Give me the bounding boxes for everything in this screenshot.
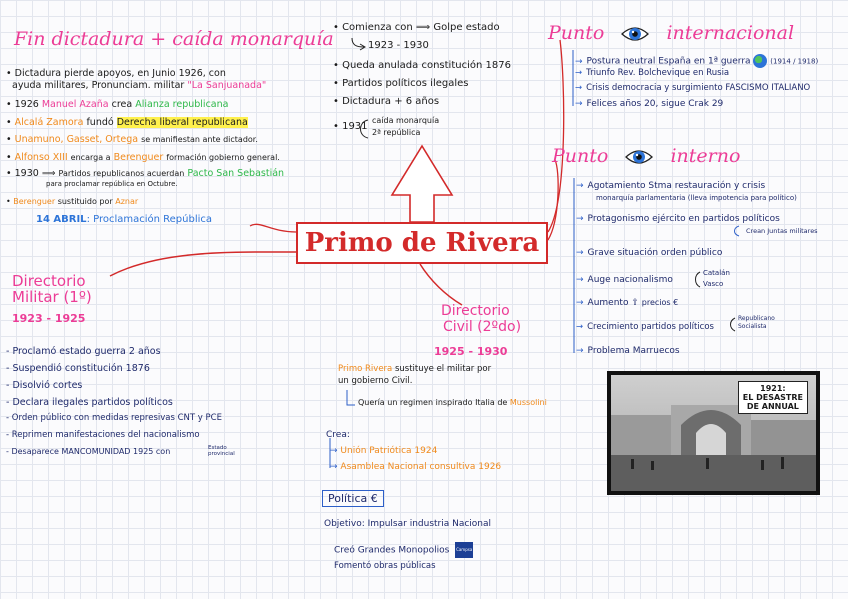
internal-item-2: → Protagonismo ejército en partidos políticos	[576, 214, 780, 224]
civil-p2: Quería un regimen inspirado Italia de Mussolini	[358, 398, 547, 407]
civil-p1c: un gobierno Civil.	[338, 376, 413, 386]
fin-line-7: • Berenguer sustituido por Aznar	[6, 197, 139, 206]
fin-line-6: • 1930 ⟹ Partidos republicanos acuerdan Pacto San Sebastián	[6, 168, 285, 179]
militar-item-1: - Proclamó estado guerra 2 años	[6, 346, 161, 357]
fin-dictadura-title: Fin dictadura + caída monarquía	[14, 28, 334, 50]
central-topic: Primo de Rivera	[296, 222, 548, 264]
fin-line-8: 14 ABRIL: Proclamación República	[36, 214, 213, 225]
eye-icon	[624, 147, 654, 167]
intl-item-1: → Postura neutral España en 1ª guerra (1914 / 1918)	[575, 54, 818, 68]
civil-objetivo: Objetivo: Impulsar industria Nacional	[324, 519, 492, 529]
fin-line-1b: ayuda militares, Pronunciam. militar "La Sanjuanada"	[12, 80, 267, 91]
top-line-5: • Dictadura + 6 años	[333, 96, 440, 107]
intl-item-3: → Crisis democracia y surgimiento FASCISMO ITALIANO	[575, 83, 811, 93]
internal-item-3: → Grave situación orden público	[576, 248, 723, 258]
fin-line-3: • Alcalá Zamora fundó Derecha liberal republicana	[6, 117, 248, 128]
civil-p1: Primo Rivera sustituye el militar por	[338, 364, 492, 374]
internal-item-1: → Agotamiento Stma restauración y crisis	[576, 181, 766, 191]
internal-item-4: → Auge nacionalismo	[576, 275, 673, 285]
fin-line-6b: para proclamar república en Octubre.	[46, 180, 178, 188]
annual-photo	[607, 371, 820, 495]
militar-item-3: - Disolvió cortes	[6, 380, 83, 391]
civil-crea: Crea:	[326, 430, 350, 440]
civil-crea-1: → Unión Patriótica 1924	[330, 446, 438, 456]
civil-title: Directorio Civil (2ºdo)	[441, 303, 522, 335]
globe-icon	[753, 54, 767, 68]
fin-line-1: • Dictadura pierde apoyos, en Junio 1926, con	[6, 68, 226, 79]
internal-item-6a: Republicano	[738, 315, 775, 322]
top-line-6b: caída monarquía	[372, 116, 440, 125]
up-arrow-icon: ⇧	[631, 298, 639, 308]
intl-item-2: → Triunfo Rev. Bolchevique en Rusia	[575, 68, 730, 78]
militar-item-4: - Declara ilegales partidos políticos	[6, 397, 173, 408]
militar-item-5: - Orden público con medidas represivas CNT y PCE	[6, 413, 222, 423]
campsa-logo: Campsa	[455, 542, 473, 558]
internal-item-6b: Socialista	[738, 323, 767, 330]
top-line-6: • 1931	[333, 121, 368, 132]
civil-obras: Fomentó obras públicas	[334, 561, 436, 571]
top-line-2: 1923 - 1930	[368, 40, 429, 51]
militar-title: Directorio Militar (1º)	[12, 272, 92, 306]
eye-icon	[620, 24, 650, 44]
top-line-1: • Comienza con ⟹ Golpe estado	[333, 22, 500, 33]
civil-crea-2: → Asamblea Nacional consultiva 1926	[330, 462, 502, 472]
fin-line-2: • 1926 Manuel Azaña crea Alianza republicana	[6, 99, 229, 110]
militar-item-7b: Estado provincial	[208, 445, 235, 457]
internal-item-5: → Aumento ⇧ precios €	[576, 298, 679, 308]
fin-line-4: • Unamuno, Gasset, Ortega se manifiestan ante dictador.	[6, 134, 258, 145]
fin-line-5: • Alfonso XIII encarga a Berenguer formación gobierno general.	[6, 152, 280, 163]
militar-item-7: - Desaparece MANCOMUNIDAD 1925 con	[6, 447, 171, 456]
internal-item-2b: Crean Juntas militares	[746, 227, 818, 235]
civil-years: 1925 - 1930	[434, 345, 508, 358]
internal-title: Punto interno	[552, 145, 741, 167]
photo-caption: 1921: EL DESASTRE DE ANNUAL	[738, 381, 808, 414]
top-line-3: • Queda anulada constitución 1876	[333, 60, 511, 71]
civil-monopolios: Creó Grandes Monopolios Campsa	[334, 542, 473, 558]
top-line-4: • Partidos políticos ilegales	[333, 78, 469, 89]
internal-item-4a: Catalán	[703, 269, 730, 277]
internal-item-7: → Problema Marruecos	[576, 346, 680, 356]
militar-item-6: - Reprimen manifestaciones del nacionalismo	[6, 430, 200, 440]
top-line-6c: 2ª república	[372, 128, 421, 137]
militar-years: 1923 - 1925	[12, 312, 86, 325]
politica-box: Política €	[322, 490, 384, 507]
intl-item-4: → Felices años 20, sigue Crak 29	[575, 99, 724, 109]
internal-item-6: → Crecimiento partidos políticos	[576, 322, 714, 332]
militar-item-2: - Suspendió constitución 1876	[6, 363, 150, 374]
internal-item-4b: Vasco	[703, 280, 724, 288]
internal-item-1b: monarquía parlamentaria (lleva impotencia para político)	[596, 194, 797, 202]
intl-title: Punto internacional	[548, 22, 795, 44]
